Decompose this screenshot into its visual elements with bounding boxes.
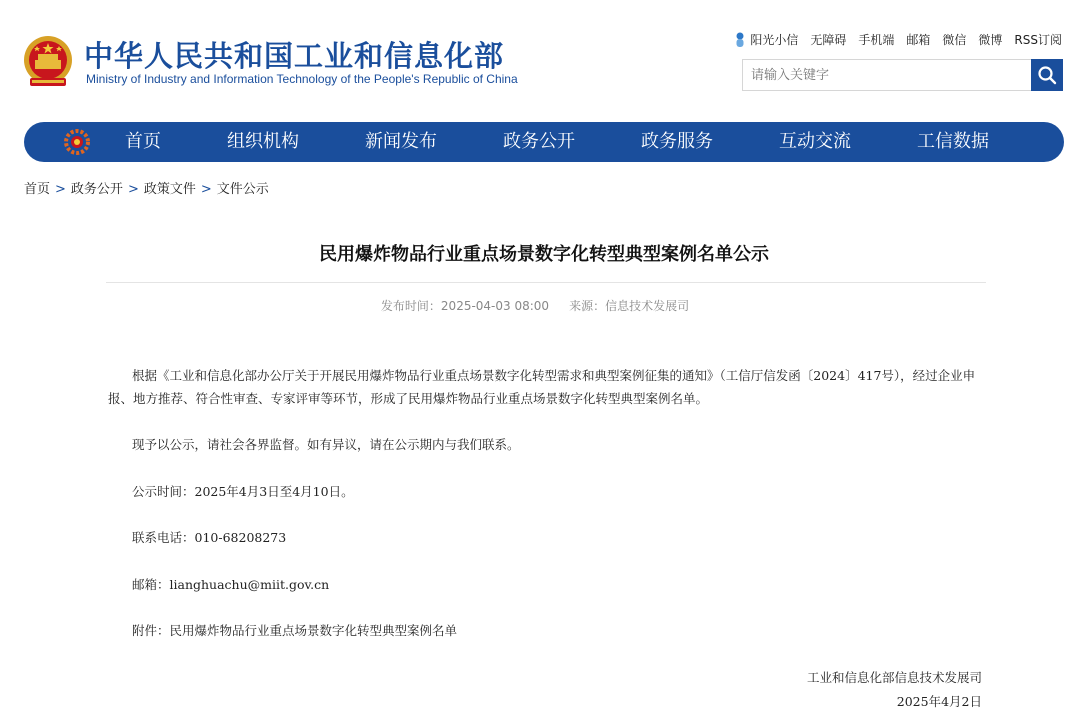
search-icon <box>1037 65 1057 85</box>
breadcrumb-separator: > <box>55 182 66 197</box>
breadcrumb-policy-documents[interactable]: 政策文件 <box>143 182 196 197</box>
top-link-rss[interactable]: RSS订阅 <box>1014 33 1062 47</box>
attachment <box>132 621 457 639</box>
article-title: 民用爆炸物品行业重点场景数字化转型典型案例名单公示 <box>319 244 769 265</box>
breadcrumb-home[interactable]: 首页 <box>24 182 51 197</box>
top-link-weibo[interactable]: 微博 <box>978 33 1003 47</box>
nav-item-data[interactable]: 工信数据 <box>917 131 989 152</box>
signature-organization: 工业和信息化部信息技术发展司 <box>806 670 982 685</box>
source-label: 来源： <box>569 299 606 313</box>
search-input[interactable] <box>742 59 1032 91</box>
top-links <box>734 31 1062 48</box>
top-link-accessibility[interactable]: 无障碍 <box>810 33 847 47</box>
top-link-mailbox[interactable]: 邮箱 <box>906 33 931 47</box>
breadcrumb-document-publicity[interactable]: 文件公示 <box>216 182 269 197</box>
contact-email: 邮箱：lianghuachu@miit.gov.cn <box>132 577 330 592</box>
attachment-label: 附件： <box>132 623 170 638</box>
publicity-period: 公示时间：2025年4月3日至4月10日。 <box>132 484 354 499</box>
nav-item-organization[interactable]: 组织机构 <box>227 131 299 152</box>
nav-item-government-affairs[interactable]: 政务公开 <box>503 131 575 152</box>
breadcrumb <box>24 178 269 197</box>
breadcrumb-separator: > <box>200 182 212 197</box>
breadcrumb-separator: > <box>127 182 139 197</box>
top-link-sunshine[interactable]: 阳光小信 <box>750 33 799 47</box>
title-divider <box>106 282 986 283</box>
contact-phone: 联系电话：010-68208273 <box>132 530 287 545</box>
search-button[interactable] <box>1031 59 1063 91</box>
main-nav <box>24 122 1064 162</box>
nav-item-home[interactable]: 首页 <box>125 131 161 152</box>
article-paragraph: 现予以公示，请社会各界监督。如有异议，请在公示期内与我们联系。 <box>132 437 520 452</box>
nav-item-interaction[interactable]: 互动交流 <box>779 131 851 152</box>
article-meta <box>0 297 1070 314</box>
site-title[interactable]: 中华人民共和国工业和信息化部 <box>84 39 505 73</box>
top-link-wechat[interactable]: 微信 <box>942 33 967 47</box>
site-title-english[interactable]: Ministry of Industry and Information Technology of the People's Republic of China <box>86 72 518 86</box>
nav-item-news[interactable]: 新闻发布 <box>365 131 437 152</box>
article-paragraph: 根据《工业和信息化部办公厅关于开展民用爆炸物品行业重点场景数字化转型需求和典型案例征集的通知》（工信厅信发函〔2024〕417号），经过企业申报、地方推荐、符合性审查、专家评审等环节，形成了民用爆炸物品行业重点场景数字化转型典型案例名单。 <box>108 368 976 406</box>
signature-date: 2025年4月2日 <box>896 694 982 709</box>
national-emblem-icon[interactable] <box>22 34 74 88</box>
mascot-icon <box>734 32 746 48</box>
publish-time: 2025-04-03 08:00 <box>440 299 550 313</box>
attachment-link[interactable]: 民用爆炸物品行业重点场景数字化转型典型案例名单 <box>169 623 458 638</box>
publish-time-label: 发布时间： <box>380 299 441 313</box>
top-link-mobile[interactable]: 手机端 <box>858 33 895 47</box>
breadcrumb-government-affairs[interactable]: 政务公开 <box>70 182 123 197</box>
gear-emblem-icon <box>64 129 90 155</box>
nav-item-government-services[interactable]: 政务服务 <box>641 131 713 152</box>
source: 信息技术发展司 <box>605 299 690 313</box>
